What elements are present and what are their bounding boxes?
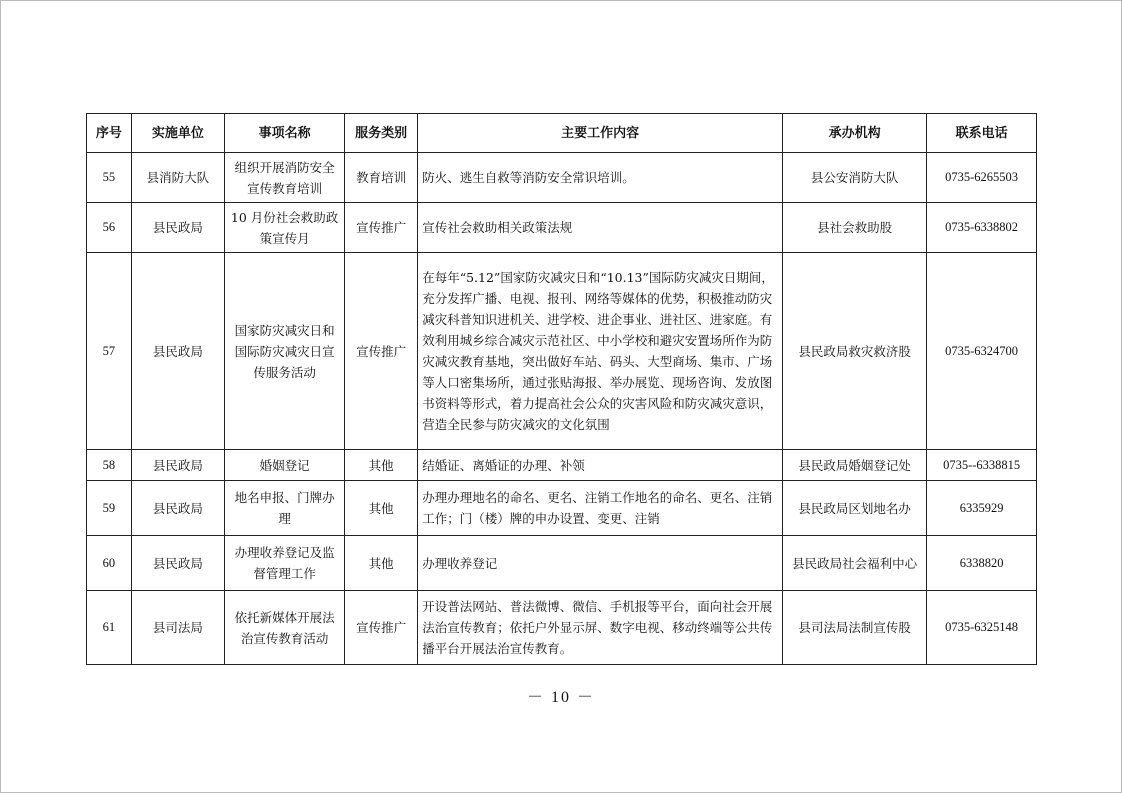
cell-item: 地名申报、门牌办理 [225, 481, 345, 536]
cell-item: 婚姻登记 [225, 450, 345, 481]
header-content: 主要工作内容 [418, 114, 783, 153]
cell-phone: 0735--6338815 [927, 450, 1037, 481]
cell-no: 59 [87, 481, 132, 536]
cell-category: 宣传推广 [345, 203, 418, 253]
cell-agency: 县民政局社会福利中心 [782, 536, 926, 591]
cell-agency: 县司法局法制宣传股 [782, 591, 926, 665]
cell-no: 56 [87, 203, 132, 253]
cell-category: 其他 [345, 450, 418, 481]
cell-unit: 县民政局 [131, 450, 224, 481]
cell-item: 10 月份社会救助政策宣传月 [225, 203, 345, 253]
service-table [86, 113, 1037, 665]
cell-phone: 6335929 [927, 481, 1037, 536]
table-row [87, 536, 1037, 591]
cell-no: 55 [87, 153, 132, 203]
cell-phone: 0735-6325148 [927, 591, 1037, 665]
table-row [87, 253, 1037, 450]
header-item: 事项名称 [225, 114, 345, 153]
cell-agency: 县公安消防大队 [782, 153, 926, 203]
cell-unit: 县民政局 [131, 253, 224, 450]
cell-agency: 县社会救助股 [782, 203, 926, 253]
table-row [87, 481, 1037, 536]
table-row [87, 153, 1037, 203]
cell-content: 在每年“5.12”国家防灾减灾日和“10.13”国际防灾减灾日期间，充分发挥广播、电视、报刊、网络等媒体的优势，积极推动防灾减灾科普知识进机关、进学校、进企事业、进社区、进家庭。有效利用城乡综合减灾示范社区、中小学校和避灾安置场所作为防灾减灾教育基地，突出做好车站、码头、大型商场、集市、广场等人口密集场所，通过张贴海报、举办展览、现场咨询、发放图书资料等形式，着力提高社会公众的灾害风险和防灾减灾意识，营造全民参与防灾减灾的文化氛围 [418, 253, 783, 450]
cell-item: 国家防灾减灾日和国际防灾减灾日宣传服务活动 [225, 253, 345, 450]
cell-content: 结婚证、离婚证的办理、补领 [418, 450, 783, 481]
cell-no: 60 [87, 536, 132, 591]
cell-agency: 县民政局婚姻登记处 [782, 450, 926, 481]
cell-phone: 0735-6324700 [927, 253, 1037, 450]
cell-phone: 6338820 [927, 536, 1037, 591]
cell-unit: 县民政局 [131, 203, 224, 253]
header-no: 序号 [87, 114, 132, 153]
cell-unit: 县消防大队 [131, 153, 224, 203]
table-row [87, 450, 1037, 481]
cell-category: 教育培训 [345, 153, 418, 203]
cell-category: 宣传推广 [345, 591, 418, 665]
table-header-row [87, 114, 1037, 153]
cell-no: 57 [87, 253, 132, 450]
cell-unit: 县民政局 [131, 536, 224, 591]
cell-agency: 县民政局救灾救济股 [782, 253, 926, 450]
cell-content: 办理收养登记 [418, 536, 783, 591]
cell-item: 办理收养登记及监督管理工作 [225, 536, 345, 591]
cell-no: 61 [87, 591, 132, 665]
header-unit: 实施单位 [131, 114, 224, 153]
cell-agency: 县民政局区划地名办 [782, 481, 926, 536]
cell-content: 开设普法网站、普法微博、微信、手机报等平台，面向社会开展法治宣传教育；依托户外显示屏、数字电视、移动终端等公共传播平台开展法治宣传教育。 [418, 591, 783, 665]
cell-content: 宣传社会救助相关政策法规 [418, 203, 783, 253]
cell-item: 组织开展消防安全宣传教育培训 [225, 153, 345, 203]
cell-category: 其他 [345, 481, 418, 536]
cell-content: 防火、逃生自救等消防安全常识培训。 [418, 153, 783, 203]
cell-category: 其他 [345, 536, 418, 591]
header-agency: 承办机构 [782, 114, 926, 153]
cell-item: 依托新媒体开展法治宣传教育活动 [225, 591, 345, 665]
header-category: 服务类别 [345, 114, 418, 153]
table-row [87, 203, 1037, 253]
cell-no: 58 [87, 450, 132, 481]
header-phone: 联系电话 [927, 114, 1037, 153]
cell-unit: 县司法局 [131, 591, 224, 665]
cell-category: 宣传推广 [345, 253, 418, 450]
table-row [87, 591, 1037, 665]
cell-unit: 县民政局 [131, 481, 224, 536]
cell-phone: 0735-6265503 [927, 153, 1037, 203]
cell-phone: 0735-6338802 [927, 203, 1037, 253]
cell-content: 办理办理地名的命名、更名、注销工作地名的命名、更名、注销工作；门（楼）牌的申办设置、变更、注销 [418, 481, 783, 536]
page-number: － 10 － [526, 689, 595, 706]
